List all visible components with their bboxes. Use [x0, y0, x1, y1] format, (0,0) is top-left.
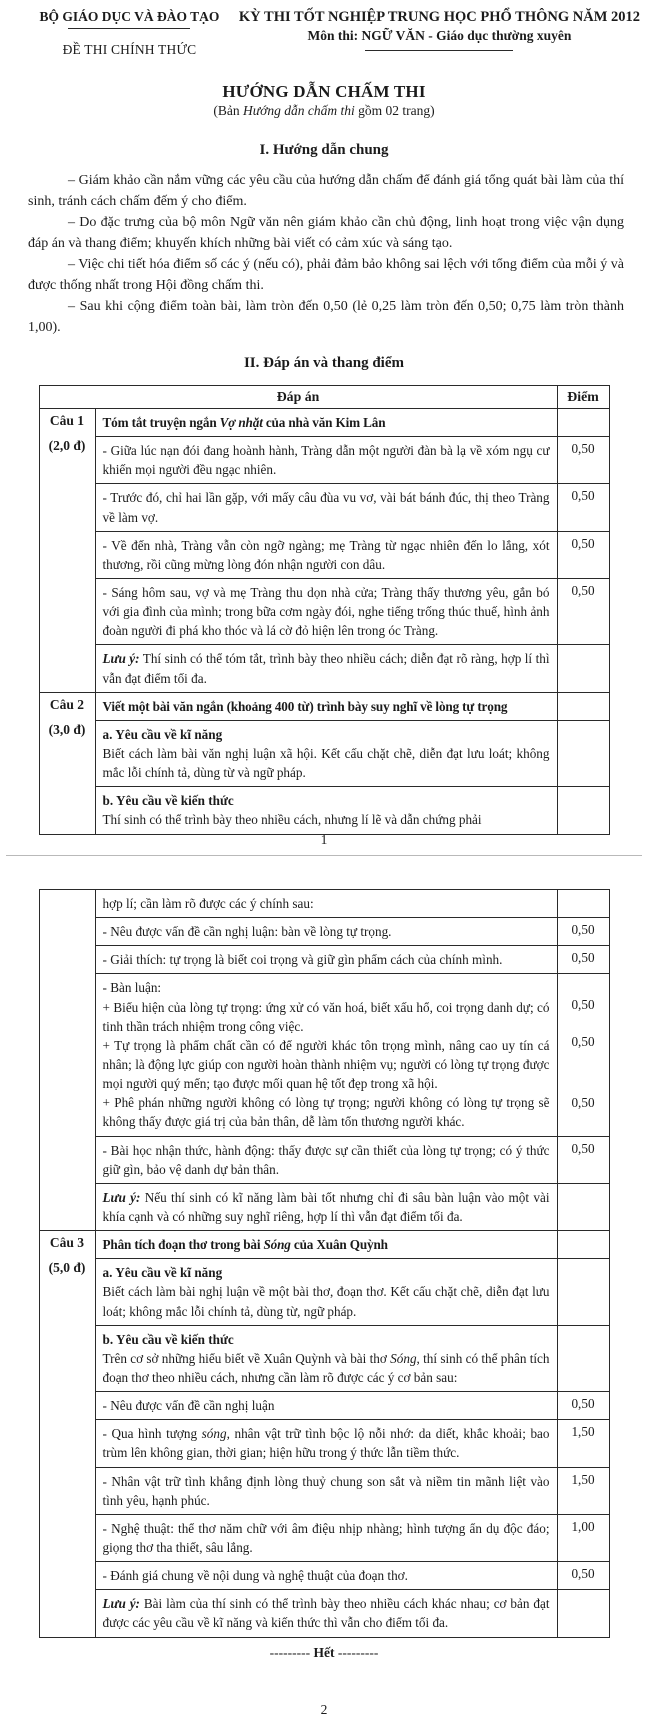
subtitle-italic-text: Hướng dẫn chấm thi: [243, 103, 355, 118]
table-row: [39, 1259, 609, 1325]
answer-cell: [95, 645, 557, 692]
question-cell: [39, 890, 95, 1231]
answer-text-segment: Biết cách làm bài nghị luận về một bài thơ, đoạn thơ. Kết cấu chặt chẽ, diễn đạt lưu loát; không mắc lỗi chính tả, dùng từ, ngữ pháp.: [102, 1284, 550, 1319]
answer-cell: [95, 1590, 557, 1637]
exam-title: KỲ THI TỐT NGHIỆP TRUNG HỌC PHỔ THÔNG NĂM 2012: [238, 9, 640, 25]
document-title: HƯỚNG DẪN CHẤM THI: [222, 82, 426, 101]
score-cell: [557, 692, 609, 720]
end-dashes-right: ---------: [334, 1644, 379, 1660]
answer-text-segment: Biết cách làm bài văn nghị luận xã hội. Kết cấu chặt chẽ, diễn đạt lưu loát; không mắc lỗi chính tả, dùng từ và ngữ pháp.: [102, 745, 550, 781]
answer-paragraph: [103, 1349, 550, 1387]
answer-text-segment: Sóng: [263, 1237, 291, 1253]
question-label: Câu 3: [49, 1235, 85, 1251]
answer-text-segment: của nhà văn Kim Lân: [262, 415, 386, 430]
score-cell: 0,50: [557, 1562, 609, 1590]
question-label: Câu 1: [49, 413, 85, 428]
answer-paragraph: [103, 697, 550, 716]
answer-text-segment: - Nhân vật trữ tình khẳng định lòng thuỷ chung son sắt và niềm tin mãnh liệt vào tình yêu, hạnh phúc.: [102, 1473, 550, 1508]
guideline-item: – Do đặc trưng của bộ môn Ngữ văn nên giám khảo cần chủ động, linh hoạt trong việc vận dụng đáp án và thang điểm; khuyến khích những bài viết có cảm xúc và sáng tạo.: [28, 215, 624, 251]
answer-text-segment: a. Yêu cầu về kĩ năng: [102, 726, 223, 742]
answer-text-segment: Sóng: [390, 1350, 417, 1366]
answer-text-segment: , thí sinh có thể phân tích đoạn thơ theo nhiều cách, nhưng cần làm rõ được các ý cơ bản sau:: [102, 1350, 550, 1385]
answer-paragraph: [103, 744, 550, 782]
score-cell: 1,50: [557, 1467, 609, 1514]
answer-paragraph: [103, 1263, 550, 1282]
exam-type-label: ĐỀ THI CHÍNH THỨC: [62, 42, 197, 57]
table-row: [39, 1392, 609, 1420]
answer-cell: [95, 787, 557, 834]
subtitle-suffix: gồm 02 trang): [354, 103, 435, 118]
score-cell: 1,00: [557, 1514, 609, 1561]
table-row: [39, 578, 609, 644]
answer-text-segment: + Phê phán những người không có lòng tự trọng; người không có lòng tự trọng sẽ không thấy được giá trị của bản thân, dễ làm tổn thương người khác.: [102, 1095, 550, 1130]
score-cell: 1,50: [557, 1420, 609, 1467]
answer-paragraph: [103, 894, 550, 913]
answer-table-page-2: [39, 889, 610, 1638]
answer-cell: [95, 918, 557, 946]
answer-text-segment: Tóm tắt truyện ngắn: [102, 415, 220, 430]
score-cell: 0,50: [557, 1392, 609, 1420]
answer-cell: [95, 974, 557, 1136]
table-row: [39, 1325, 609, 1391]
answer-paragraph: [103, 1566, 550, 1585]
column-header-diem: Điểm: [557, 386, 609, 409]
question-points: (3,0 đ): [48, 721, 86, 737]
guideline-item: – Việc chi tiết hóa điểm số các ý (nếu có), phải đảm bảo không sai lệch với tổng điểm của mỗi ý và được thống nhất trong Hội đồng chấm thi.: [28, 257, 624, 293]
header-right-block: [239, 9, 640, 58]
answer-paragraph: [103, 488, 550, 526]
answer-text-segment: Thí sinh có thể tóm tắt, trình bày theo nhiều cách; diễn đạt rõ ràng, hợp lí thì vẫn đạt điểm tối đa.: [102, 651, 550, 686]
answer-text-segment: Thí sinh có thể trình bày theo nhiều cách, nhưng lí lẽ và dẫn chứng phải: [102, 812, 482, 828]
answer-paragraph: [103, 1594, 550, 1632]
score-cell: [557, 1183, 609, 1230]
table-row: [39, 1420, 609, 1467]
answer-paragraph: [103, 998, 550, 1036]
answer-text-segment: - Đánh giá chung về nội dung và nghệ thuật của đoạn thơ.: [102, 1568, 408, 1584]
score-value: 0,50: [571, 1034, 595, 1050]
end-dashes-left: ---------: [269, 1644, 314, 1660]
answer-text-segment: a. Yêu cầu về kĩ năng: [102, 1265, 223, 1281]
section-1-heading: I. Hướng dẫn chung: [259, 142, 389, 158]
end-marker: [0, 1645, 648, 1661]
table-row: [39, 1514, 609, 1561]
score-cell: 0,50: [557, 946, 609, 974]
table-row: [39, 974, 609, 1136]
answer-paragraph: [103, 649, 550, 687]
answer-cell: [95, 946, 557, 974]
score-value: 0,50: [571, 1095, 595, 1111]
answer-text-segment: - Bài học nhận thức, hành động: thấy được sự cần thiết của lòng tự trọng; có ý thức giữ gìn, bảo vệ danh dự bản thân.: [102, 1142, 550, 1177]
answer-paragraph: [103, 922, 550, 941]
answer-paragraph: [103, 1141, 550, 1179]
table-row: [39, 1231, 609, 1259]
answer-paragraph: [103, 1472, 550, 1510]
question-cell: [39, 1231, 95, 1637]
table-row: [39, 1136, 609, 1183]
answer-cell: [95, 437, 557, 484]
table-row: [39, 890, 609, 918]
document-header: [0, 0, 648, 58]
answer-cell: [95, 409, 557, 437]
answer-cell: [95, 692, 557, 720]
answer-text-segment: Nếu thí sinh có kĩ năng làm bài tốt nhưng chỉ đi sâu bàn luận vào một vài khía cạnh và có những suy nghĩ riêng, hợp lí thì vẫn đạt điểm tối đa.: [102, 1189, 550, 1224]
answer-text-segment: của Xuân Quỳnh: [290, 1237, 388, 1253]
score-cell: [557, 645, 609, 692]
answer-cell: [95, 1136, 557, 1183]
answer-paragraph: [103, 413, 550, 432]
answer-cell: [95, 484, 557, 531]
answer-cell: [95, 1514, 557, 1561]
answer-text-segment: - Trước đó, chỉ hai lần gặp, với mấy câu đùa vu vơ, vài bát bánh đúc, thị theo Tràng về làm vợ.: [102, 490, 550, 525]
answer-paragraph: [103, 810, 550, 829]
answer-paragraph: [103, 583, 550, 640]
table-row: [39, 409, 609, 437]
page-number-2: 2: [320, 1702, 328, 1717]
answer-cell: [95, 720, 557, 786]
answer-text-segment: Lưu ý:: [102, 1189, 141, 1205]
end-word: Hết: [313, 1644, 335, 1660]
guideline-item: – Sau khi cộng điểm toàn bài, làm tròn đến 0,50 (lẻ 0,25 làm tròn đến 0,50; 0,75 làm tròn thành 1,00).: [28, 299, 624, 335]
score-cell: 0,50: [557, 578, 609, 644]
answer-paragraph: [103, 1519, 550, 1557]
answer-text-segment: - Về đến nhà, Tràng vẫn còn ngỡ ngàng; mẹ Tràng từ ngạc nhiên đến lo lắng, xót thương, rồi cũng mừng lòng đón nhận người con dâu.: [102, 537, 550, 572]
table-row: [39, 1467, 609, 1514]
answer-cell: [95, 1183, 557, 1230]
score-cell: 0,50: [557, 531, 609, 578]
question-points: (2,0 đ): [48, 438, 86, 453]
answer-cell: [95, 531, 557, 578]
score-cell: 0,50: [557, 437, 609, 484]
general-guidelines-list: [0, 159, 648, 338]
answer-paragraph: [103, 978, 550, 997]
score-cell: [557, 787, 609, 834]
table-row: [39, 692, 609, 720]
answer-text-segment: - Nêu được vấn đề cần nghị luận: [102, 1398, 275, 1414]
answer-paragraph: [103, 1036, 550, 1093]
answer-paragraph: [103, 1396, 550, 1415]
answer-paragraph: [103, 1424, 550, 1462]
table-row: [39, 645, 609, 692]
subtitle-prefix: (Bản: [213, 103, 244, 118]
score-cell: [557, 1231, 609, 1259]
column-header-dap-an: Đáp án: [39, 386, 557, 409]
score-cell: [557, 890, 609, 918]
answer-text-segment: sóng: [201, 1426, 227, 1442]
answer-cell: [95, 1562, 557, 1590]
table-row: [39, 946, 609, 974]
table-row: [39, 787, 609, 834]
table-row: [39, 484, 609, 531]
table-row: [39, 918, 609, 946]
score-value: 0,50: [571, 997, 595, 1013]
answer-cell: [95, 1325, 557, 1391]
header-left-block: [20, 9, 239, 58]
subject-line: Môn thi: NGỮ VĂN - Giáo dục thường xuyên: [307, 28, 572, 43]
score-cell: [557, 720, 609, 786]
answer-text-segment: Bài làm của thí sinh có thể trình bày theo nhiều cách khác nhau; cơ bản đạt được các yêu cầu về kĩ năng và kiến thức thì vẫn cho điểm tối đa.: [102, 1596, 550, 1631]
ministry-name: BỘ GIÁO DỤC VÀ ĐÀO TẠO: [39, 9, 220, 24]
answer-cell: [95, 890, 557, 918]
answer-paragraph: [103, 950, 550, 969]
table-row: [39, 1183, 609, 1230]
table-row: [39, 1562, 609, 1590]
answer-text-segment: - Nghệ thuật: thể thơ năm chữ với âm điệu nhịp nhàng; hình tượng ẩn dụ độc đáo; giọng thơ tha thiết, sâu lắng.: [102, 1520, 550, 1555]
score-cell: [557, 1590, 609, 1637]
score-cell: 0,50: [557, 1136, 609, 1183]
answer-text-segment: , nhân vật trữ tình bộc lộ nỗi nhớ: da diết, khắc khoải; bao trùm lên không gian, thời gian; hiện hữu trong ý thức lẫn tiềm thức.: [102, 1426, 550, 1461]
answer-cell: [95, 1231, 557, 1259]
answer-text-segment: b. Yêu cầu về kiến thức: [102, 1331, 234, 1347]
guideline-item: – Giám khảo cần nắm vững các yêu cầu của hướng dẫn chấm để đánh giá tổng quát bài làm của thí sinh, tránh cách chấm đếm ý cho điểm.: [28, 173, 624, 209]
answer-table-page-1: [39, 385, 610, 835]
answer-text-segment: - Sáng hôm sau, vợ và mẹ Tràng thu dọn nhà cửa; Tràng thấy thương yêu, gắn bó với gia đình của mình; trong bữa cơm ngày đói, nghe tiếng trống thúc thuế, hình ảnh đoàn người đi phá kho thóc và lá cờ đỏ hiện lên trong óc Tràng.: [102, 584, 550, 639]
table-row: [39, 720, 609, 786]
section-2-heading: II. Đáp án và thang điểm: [243, 355, 405, 371]
answer-text-segment: Viết một bài văn ngắn (khoảng 400 từ) trình bày suy nghĩ về lòng tự trọng: [102, 698, 508, 714]
document-subtitle: [0, 103, 648, 119]
ministry-underline: [68, 28, 190, 29]
answer-cell: [95, 1259, 557, 1325]
score-cell: [557, 409, 609, 437]
answer-paragraph: [103, 1093, 550, 1131]
answer-text-segment: Lưu ý:: [102, 651, 140, 667]
score-cell: [557, 974, 609, 1136]
answer-paragraph: [103, 791, 550, 810]
answer-cell: [95, 1392, 557, 1420]
page-2: [0, 889, 648, 1725]
answer-paragraph: [103, 1235, 550, 1254]
answer-paragraph: [103, 1282, 550, 1320]
page-divider: [6, 855, 642, 856]
table-row: [39, 531, 609, 578]
answer-paragraph: [103, 536, 550, 574]
answer-text-segment: - Bàn luận:: [102, 980, 162, 996]
answer-text-segment: Lưu ý:: [102, 1596, 140, 1612]
question-label: Câu 2: [49, 696, 85, 712]
answer-text-segment: - Qua hình tượng: [102, 1426, 202, 1442]
answer-text-segment: + Tự trọng là phẩm chất cần có để người khác tôn trọng mình, nâng cao uy tín cá nhân; là động lực giúp con người hoàn thành nhiệm vụ; người có lòng tự trọng được mọi người quý mến; tạo được mối quan hệ tốt đẹp trong xã hội.: [102, 1037, 550, 1092]
answer-text-segment: - Giải thích: tự trọng là biết coi trọng và giữ gìn phẩm cách của chính mình.: [102, 952, 503, 968]
question-cell: [39, 409, 95, 693]
question-cell: [39, 692, 95, 834]
page-number-1: 1: [320, 832, 328, 847]
question-points: (5,0 đ): [48, 1260, 86, 1276]
score-cell: 0,50: [557, 918, 609, 946]
page-1: [0, 0, 648, 855]
answer-cell: [95, 1467, 557, 1514]
table-row: [39, 1590, 609, 1637]
answer-text-segment: b. Yêu cầu về kiến thức: [102, 793, 234, 809]
answer-paragraph: [103, 725, 550, 744]
answer-cell: [95, 578, 557, 644]
answer-text-segment: hợp lí; cần làm rõ được các ý chính sau:: [102, 896, 314, 911]
subject-underline: [365, 50, 513, 51]
answer-text-segment: + Biểu hiện của lòng tự trọng: ứng xử có văn hoá, biết xấu hổ, coi trọng danh dự; có tinh thần trách nhiệm trong công việc.: [102, 999, 550, 1034]
answer-text-segment: Phân tích đoạn thơ trong bài: [102, 1237, 264, 1253]
answer-text-segment: Vợ nhặt: [219, 415, 263, 430]
answer-paragraph: [103, 441, 550, 479]
table-row: [39, 437, 609, 484]
answer-paragraph: [103, 1330, 550, 1349]
answer-text-segment: - Nêu được vấn đề cần nghị luận: bàn về lòng tự trọng.: [102, 924, 392, 940]
answer-cell: [95, 1420, 557, 1467]
answer-paragraph: [103, 1188, 550, 1226]
score-cell: [557, 1325, 609, 1391]
answer-text-segment: - Giữa lúc nạn đói đang hoành hành, Tràng dẫn một người đàn bà lạ về xóm ngụ cư khiến mọi người đều ngạc nhiên.: [102, 443, 550, 478]
answer-text-segment: Trên cơ sở những hiểu biết về Xuân Quỳnh và bài thơ: [102, 1350, 391, 1366]
table-header-row: [39, 386, 609, 409]
score-cell: 0,50: [557, 484, 609, 531]
score-cell: [557, 1259, 609, 1325]
